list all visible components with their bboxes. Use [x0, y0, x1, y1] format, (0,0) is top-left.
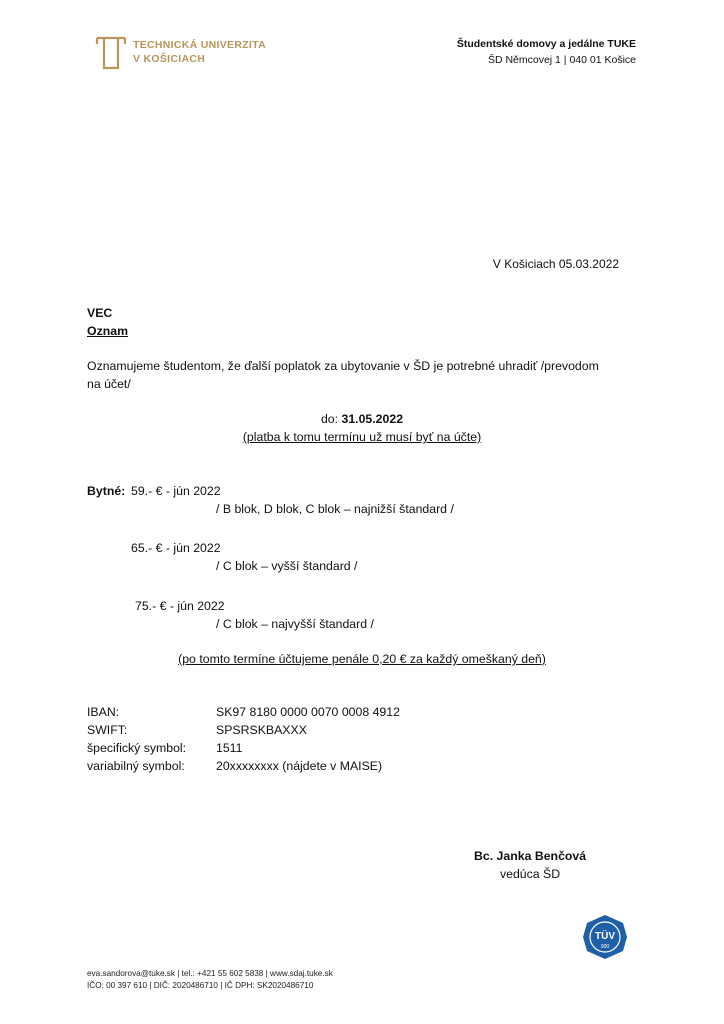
footer-contact: [87, 968, 333, 992]
fee-amount-2: 65.- € - jún 2022: [131, 541, 221, 555]
subject-title: Oznam: [87, 324, 128, 338]
intro-line2: na účet/: [87, 377, 131, 391]
deadline-note: (platba k tomu termínu už musí byť na účte): [242, 430, 482, 444]
fee-desc-3: / C blok – najvyšší štandard /: [216, 617, 374, 631]
deadline-prefix: do:: [320, 412, 342, 426]
logo-text: [133, 38, 266, 66]
deadline-block: [87, 410, 637, 446]
deadline-date: 31.05.2022: [341, 412, 404, 426]
intro-line1: Oznamujeme študentom, že ďalší poplatok za ubytovanie v ŠD je potrebné uhradiť /prevodom: [87, 359, 599, 373]
swift-value: SPSRSKBAXXX: [216, 723, 307, 737]
swift-label: SWIFT:: [87, 723, 128, 737]
organization-header: [457, 36, 636, 68]
fees-label: Bytné:: [87, 484, 126, 498]
fee-amount-3: 75.- € - jún 2022: [135, 599, 225, 613]
tuv-certification-badge: [582, 914, 628, 960]
fee-amount-1: 59.- € - jún 2022: [131, 484, 221, 498]
logo-line1: TECHNICKÁ UNIVERZITA: [133, 39, 266, 51]
footer-line2: IČO: 00 397 610 | DIČ: 2020486710 | IČ DPH: SK2020486710: [87, 981, 314, 990]
tuv-badge-sub: 900: [600, 944, 610, 950]
logo-line2: V KOŠICIACH: [133, 53, 206, 65]
intro-paragraph: [87, 357, 647, 393]
signature-block: [474, 847, 586, 883]
signatory-role: vedúca ŠD: [499, 867, 561, 881]
tu-monogram-icon: [95, 36, 127, 70]
iban-value: SK97 8180 0000 0070 0008 4912: [216, 705, 400, 719]
subject-block: [87, 304, 128, 340]
org-address: ŠD Němcovej 1 | 040 01 Košice: [487, 54, 636, 66]
iban-label: IBAN:: [87, 705, 120, 719]
specific-symbol-label: špecifický symbol:: [87, 741, 187, 755]
fee-desc-2: / C blok – vyšší štandard /: [216, 559, 358, 573]
signatory-name: Bc. Janka Benčová: [474, 849, 587, 863]
org-name: Študentské domovy a jedálne TUKE: [456, 38, 636, 50]
penalty-note: (po tomto termíne účtujeme penále 0,20 € za každý omeškaný deň): [178, 652, 546, 666]
specific-symbol-value: 1511: [216, 741, 243, 755]
footer-line1: eva.sandorova@tuke.sk | tel.: +421 55 602 5838 | www.sdaj.tuke.sk: [87, 969, 333, 978]
date-line: V Košiciach 05.03.2022: [492, 257, 619, 271]
variable-symbol-label: variabilný symbol:: [87, 759, 185, 773]
variable-symbol-value: 20xxxxxxxx (nájdete v MAISE): [216, 759, 383, 773]
deadline-line: [87, 410, 637, 428]
tuv-badge-icon: [582, 914, 628, 960]
subject-label: VEC: [87, 306, 113, 320]
tuv-badge-main: TÜV: [595, 931, 615, 942]
fee-desc-1: / B blok, D blok, C blok – najnižší štandard /: [216, 502, 454, 516]
